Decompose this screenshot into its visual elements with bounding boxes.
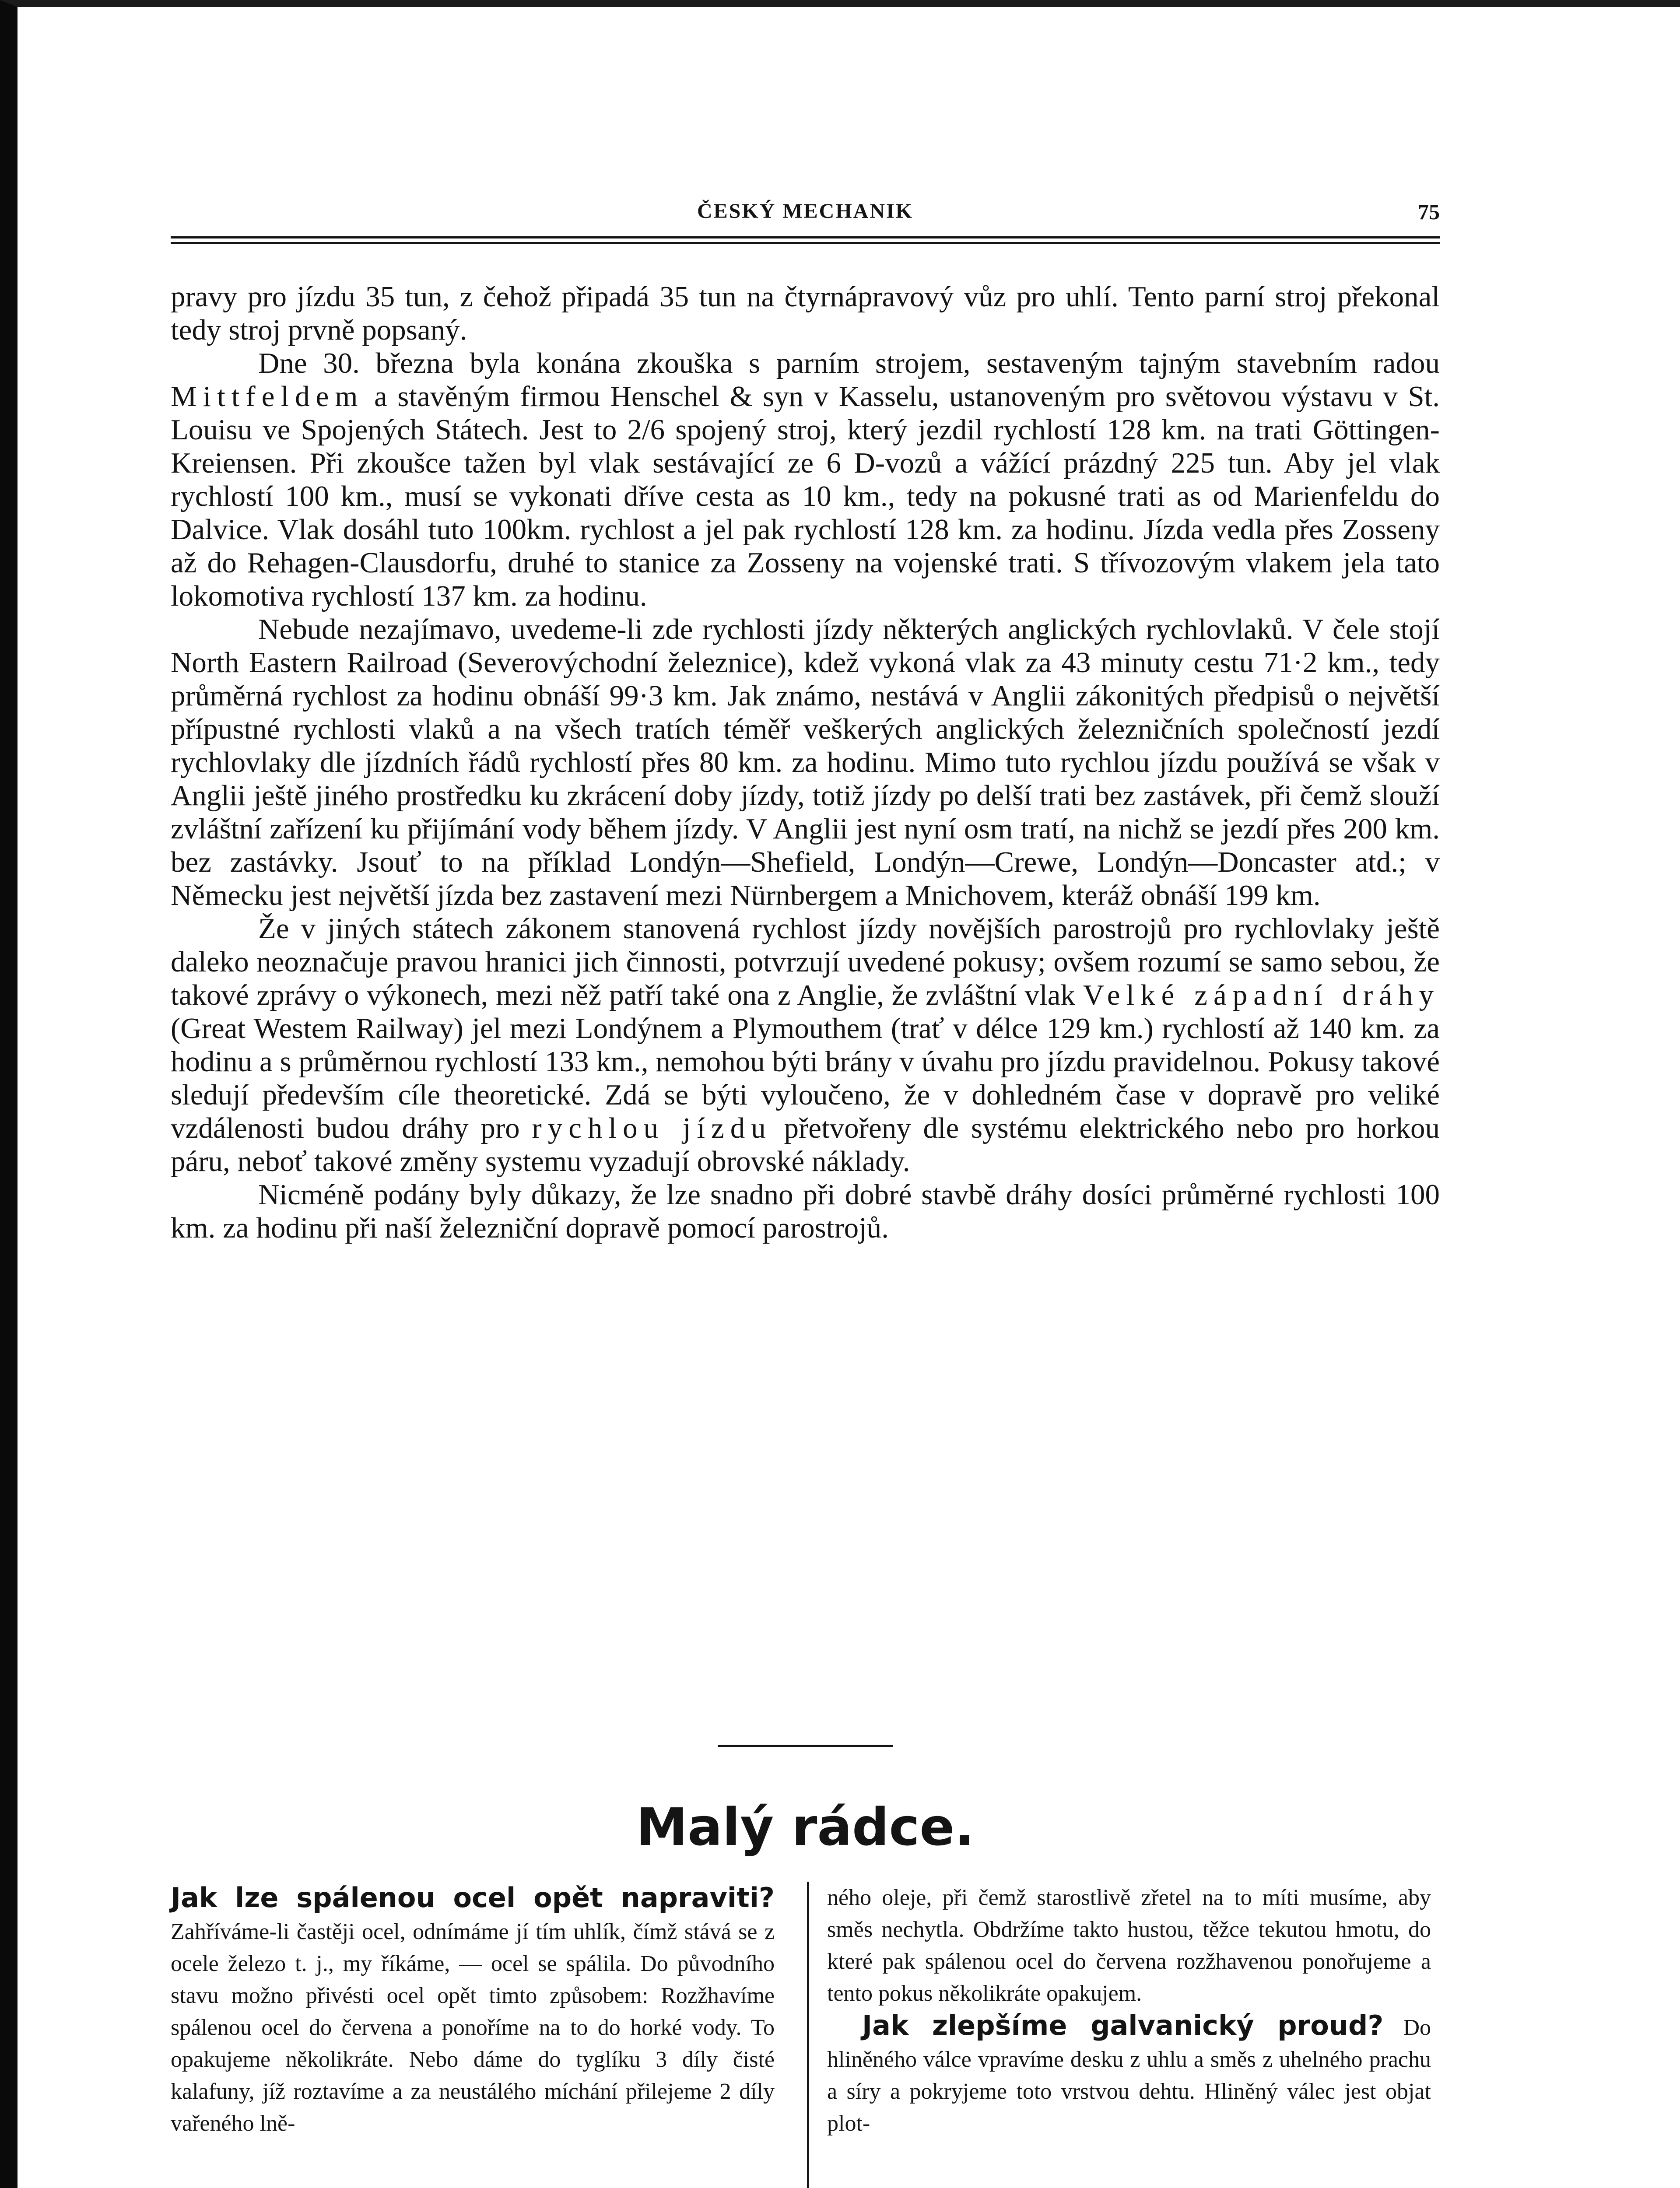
journal-title: ČESKÝ MECHANIK bbox=[697, 200, 914, 223]
answer-1-continued: ného oleje, při čemž starostlivě zřetel na to míti musíme, aby směs nechytla. Obdržíme takto hustou, těžce tekutou hmotu, do které pak spálenou ocel do červena rozžhavenou ponořujeme a tento pokus několikráte opakujem. bbox=[827, 1885, 1431, 2006]
paragraph-5: Nicméně podány byly důkazy, že lze snadno při dobré stavbě dráhy dosíci průměrné rychlosti 100 km. za hodinu při naší železniční dopravě pomocí parostrojů. bbox=[171, 1178, 1440, 1244]
qa-1 bbox=[171, 1882, 775, 2139]
right-column bbox=[827, 1882, 1431, 2139]
railway-name: Velké západní dráhy bbox=[1083, 979, 1440, 1011]
section-title: Malý rádce. bbox=[636, 1797, 975, 1857]
question-2: Jak zlepšíme galvanický proud? bbox=[862, 2009, 1384, 2041]
answer-1: Zahříváme-li častěji ocel, odnímáme jí tím uhlík, čímž stává se z ocele železo t. j., my říkáme, — ocel se spálila. Do původního stavu možno přivésti ocel opět timto způsobem: Rozžhavíme spálenou ocel do červena a ponoříme na to do horké vody. To opakujeme několikráte. Nebo dáme do tyglíku 3 díly čisté kalafuny, jíž roztavíme a za neustálého míchání přilejeme 2 díly vařeného lně- bbox=[171, 1919, 775, 2136]
qa-2 bbox=[827, 2009, 1431, 2139]
question-1: Jak lze spálenou ocel opět napraviti? bbox=[171, 1882, 775, 1914]
paragraph-4-part-b: (Great Westem Railway) jel mezi Londýnem a Plymouthem (trať v délce 129 km.) rychlostí až 140 km. za hodinu a s průměrnou rychlostí 133 km., nemohou býti brány v úvahu pro jízdu pravidelnou. Pokusy takové sledují především cíle theoretické. Zdá se býti vyloučeno, že v dohledném čase v dopravě pro veliké vzdálenosti budou dráhy pro bbox=[171, 1012, 1440, 1144]
left-column bbox=[171, 1882, 775, 2139]
paragraph-1: pravy pro jízdu 35 tun, z čehož připadá 35 tun na čtyrnápravový vůz pro uhlí. Tento parní stroj překonal tedy stroj prvně popsaný. bbox=[171, 281, 1440, 346]
paragraph-3: Nebude nezajímavo, uvedeme-li zde rychlosti jízdy některých anglických rychlovlaků. V čele stojí North Eastern Railroad (Severovýchodní železnice), kdež vykoná vlak za 43 minuty cestu 71·2 km., tedy průměrná rychlost za hodinu obnáší 99·3 km. Jak známo, nestává v Anglii zákonitých předpisů o největší přípustné rychlosti vlaků a na všech tratích téměř veškerých anglických železničních společností jezdí rychlovlaky dle jízdních řádů rychlostí přes 80 km. za hodinu. Mimo tuto rychlou jízdu používá se však v Anglii ještě jiného prostředku ku zkrácení doby jízdy, totiž jízdy po delší trati bez zastávek, při čemž slouží zvláštní zařízení ku přijímání vody během jízdy. V Anglii jest nyní osm tratí, na nichž se jezdí přes 200 km. bez zastávky. Jsouť to na příklad Londýn—Shefield, Londýn—Crewe, Londýn—Doncaster atd.; v Německu jest největší jízda bez zastavení mezi Nürnbergem a Mnichovem, kteráž obnáší 199 km. bbox=[171, 613, 1440, 912]
paragraph-4-part-c: přetvořeny dle systému elektrického nebo pro horkou páru, neboť takové změny systemu vyzadují obrovské náklady. bbox=[171, 1112, 1440, 1178]
page-number: 75 bbox=[1418, 200, 1440, 224]
header-double-rule bbox=[171, 236, 1440, 244]
paragraph-2 bbox=[171, 347, 1440, 613]
person-name: Mittfeldem bbox=[171, 380, 364, 413]
paragraph-2-part-a: Dne 30. března byla konána zkouška s parním strojem, sestaveným tajným stavebním radou bbox=[258, 347, 1440, 379]
paragraph-2-part-b: a stavěným firmou Henschel & syn v Kasselu, ustanoveným pro světovou výstavu v St. Louisu ve Spojených Státech. Jest to 2/6 spojený stroj, který jezdil rychlostí 128 km. na trati Göttingen-Kreiensen. Při zkoušce tažen byl vlak sestávající ze 6 D-vozů a vážící prázdný 225 tun. Aby jel vlak rychlostí 100 km., musí se vykonati dříve cesta as 10 km., tedy na pokusné trati as od Marienfeldu do Dalvice. Vlak dosáhl tuto 100km. rychlost a jel pak rychlostí 128 km. za hodinu. Jízda vedla přes Zosseny až do Rehagen-Clausdorfu, druhé to stanice za Zosseny na vojenské trati. S třívozovým vlakem jela tato lokomotiva rychlostí 137 km. za hodinu. bbox=[171, 380, 1440, 612]
column-divider bbox=[807, 1882, 809, 2188]
article-body bbox=[171, 280, 1440, 1245]
answer-2: Do hliněného válce vpravíme desku z uhlu a směs z uhelného prachu a síry a pokryjeme toto vrstvou dehtu. Hliněný válec jest objat plot- bbox=[827, 2015, 1431, 2136]
running-header bbox=[171, 199, 1440, 230]
paragraph-4-part-a: Že v jiných státech zákonem stanovená rychlost jízdy novějších parostrojů pro rychlovlaky ještě daleko neoznačuje pravou hranici jich činnosti, potvrzují uvedené pokusy; ovšem rozumí se samo sebou, že takové zprávy o výkonech, mezi něž patří také ona z Anglie, že zvláštní vlak bbox=[171, 912, 1440, 1011]
emphasis-fast-ride: rychlou jízdu bbox=[532, 1112, 772, 1144]
paragraph-4 bbox=[171, 912, 1440, 1178]
section-separator bbox=[718, 1745, 893, 1747]
